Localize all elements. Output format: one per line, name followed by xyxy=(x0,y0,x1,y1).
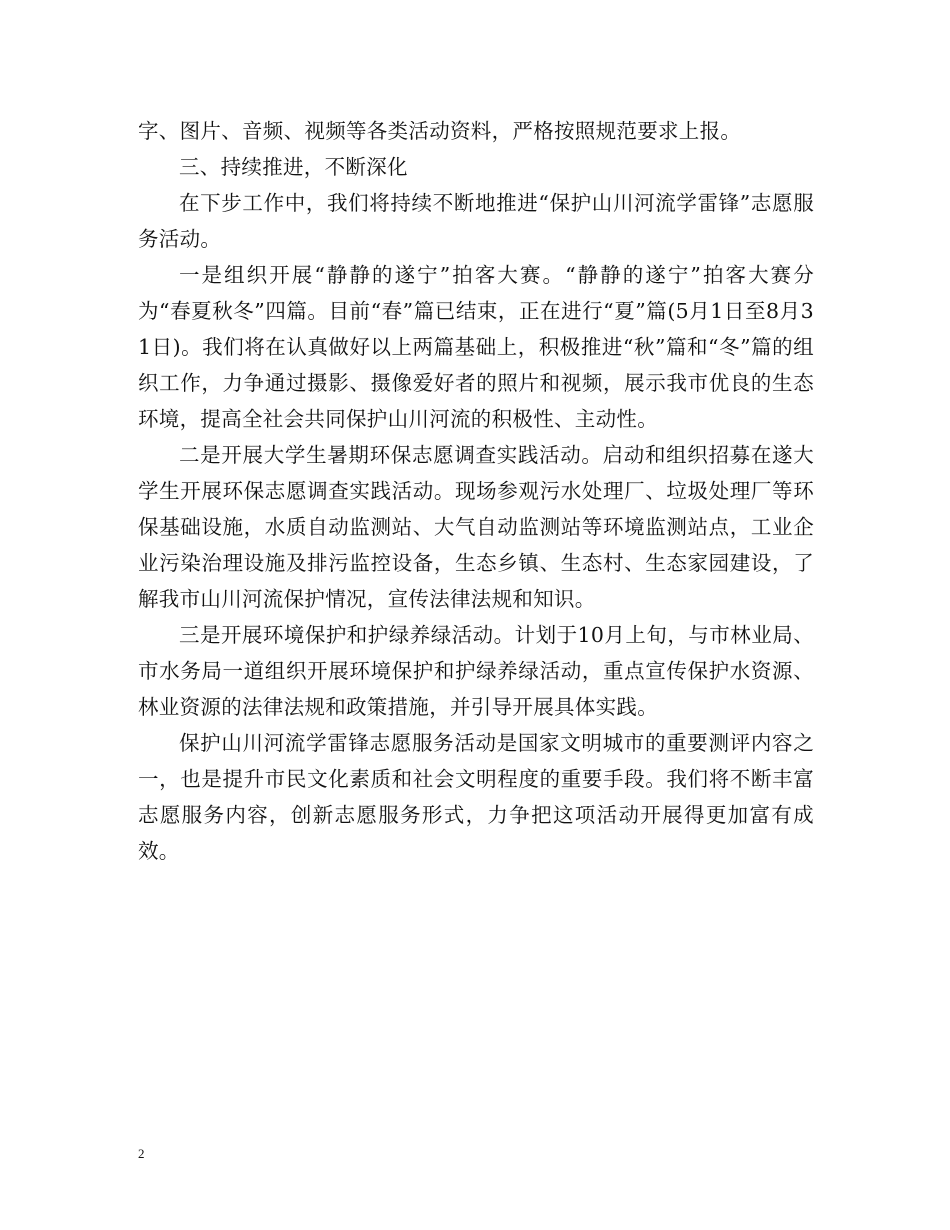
paragraph-item-3: 三是开展环境保护和护绿养绿活动。计划于10月上旬，与市林业局、市水务局一道组织开展环境保护和护绿养绿活动，重点宣传保护水资源、林业资源的法律法规和政策措施，并引导开展具体实践。 xyxy=(138,623,814,719)
paragraph-continuation: 字、图片、音频、视频等各类活动资料，严格按照规范要求上报。 xyxy=(138,119,742,143)
paragraph-intro: 在下步工作中，我们将持续不断地推进“保护山川河流学雷锋”志愿服务活动。 xyxy=(138,191,814,251)
section-heading: 三、持续推进，不断深化 xyxy=(179,155,408,179)
body-text xyxy=(138,113,814,869)
paragraph-item-2: 二是开展大学生暑期环保志愿调查实践活动。启动和组织招募在遂大学生开展环保志愿调查实践活动。现场参观污水处理厂、垃圾处理厂等环保基础设施，水质自动监测站、大气自动监测站等环境监测站点，工业企业污染治理设施及排污监控设备，生态乡镇、生态村、生态家园建设，了解我市山川河流保护情况，宣传法律法规和知识。 xyxy=(138,443,814,611)
page-number: 2 xyxy=(138,1146,145,1161)
paragraph-item-1: 一是组织开展“静静的遂宁”拍客大赛。“静静的遂宁”拍客大赛分为“春夏秋冬”四篇。目前“春”篇已结束，正在进行“夏”篇(5月1日至8月31日)。我们将在认真做好以上两篇基础上，积极推进“秋”篇和“冬”篇的组织工作，力争通过摄影、摄像爱好者的照片和视频，展示我市优良的生态环境，提高全社会共同保护山川河流的积极性、主动性。 xyxy=(138,263,814,431)
paragraph-conclusion: 保护山川河流学雷锋志愿服务活动是国家文明城市的重要测评内容之一，也是提升市民文化素质和社会文明程度的重要手段。我们将不断丰富志愿服务内容，创新志愿服务形式，力争把这项活动开展得更加富有成效。 xyxy=(138,731,814,863)
